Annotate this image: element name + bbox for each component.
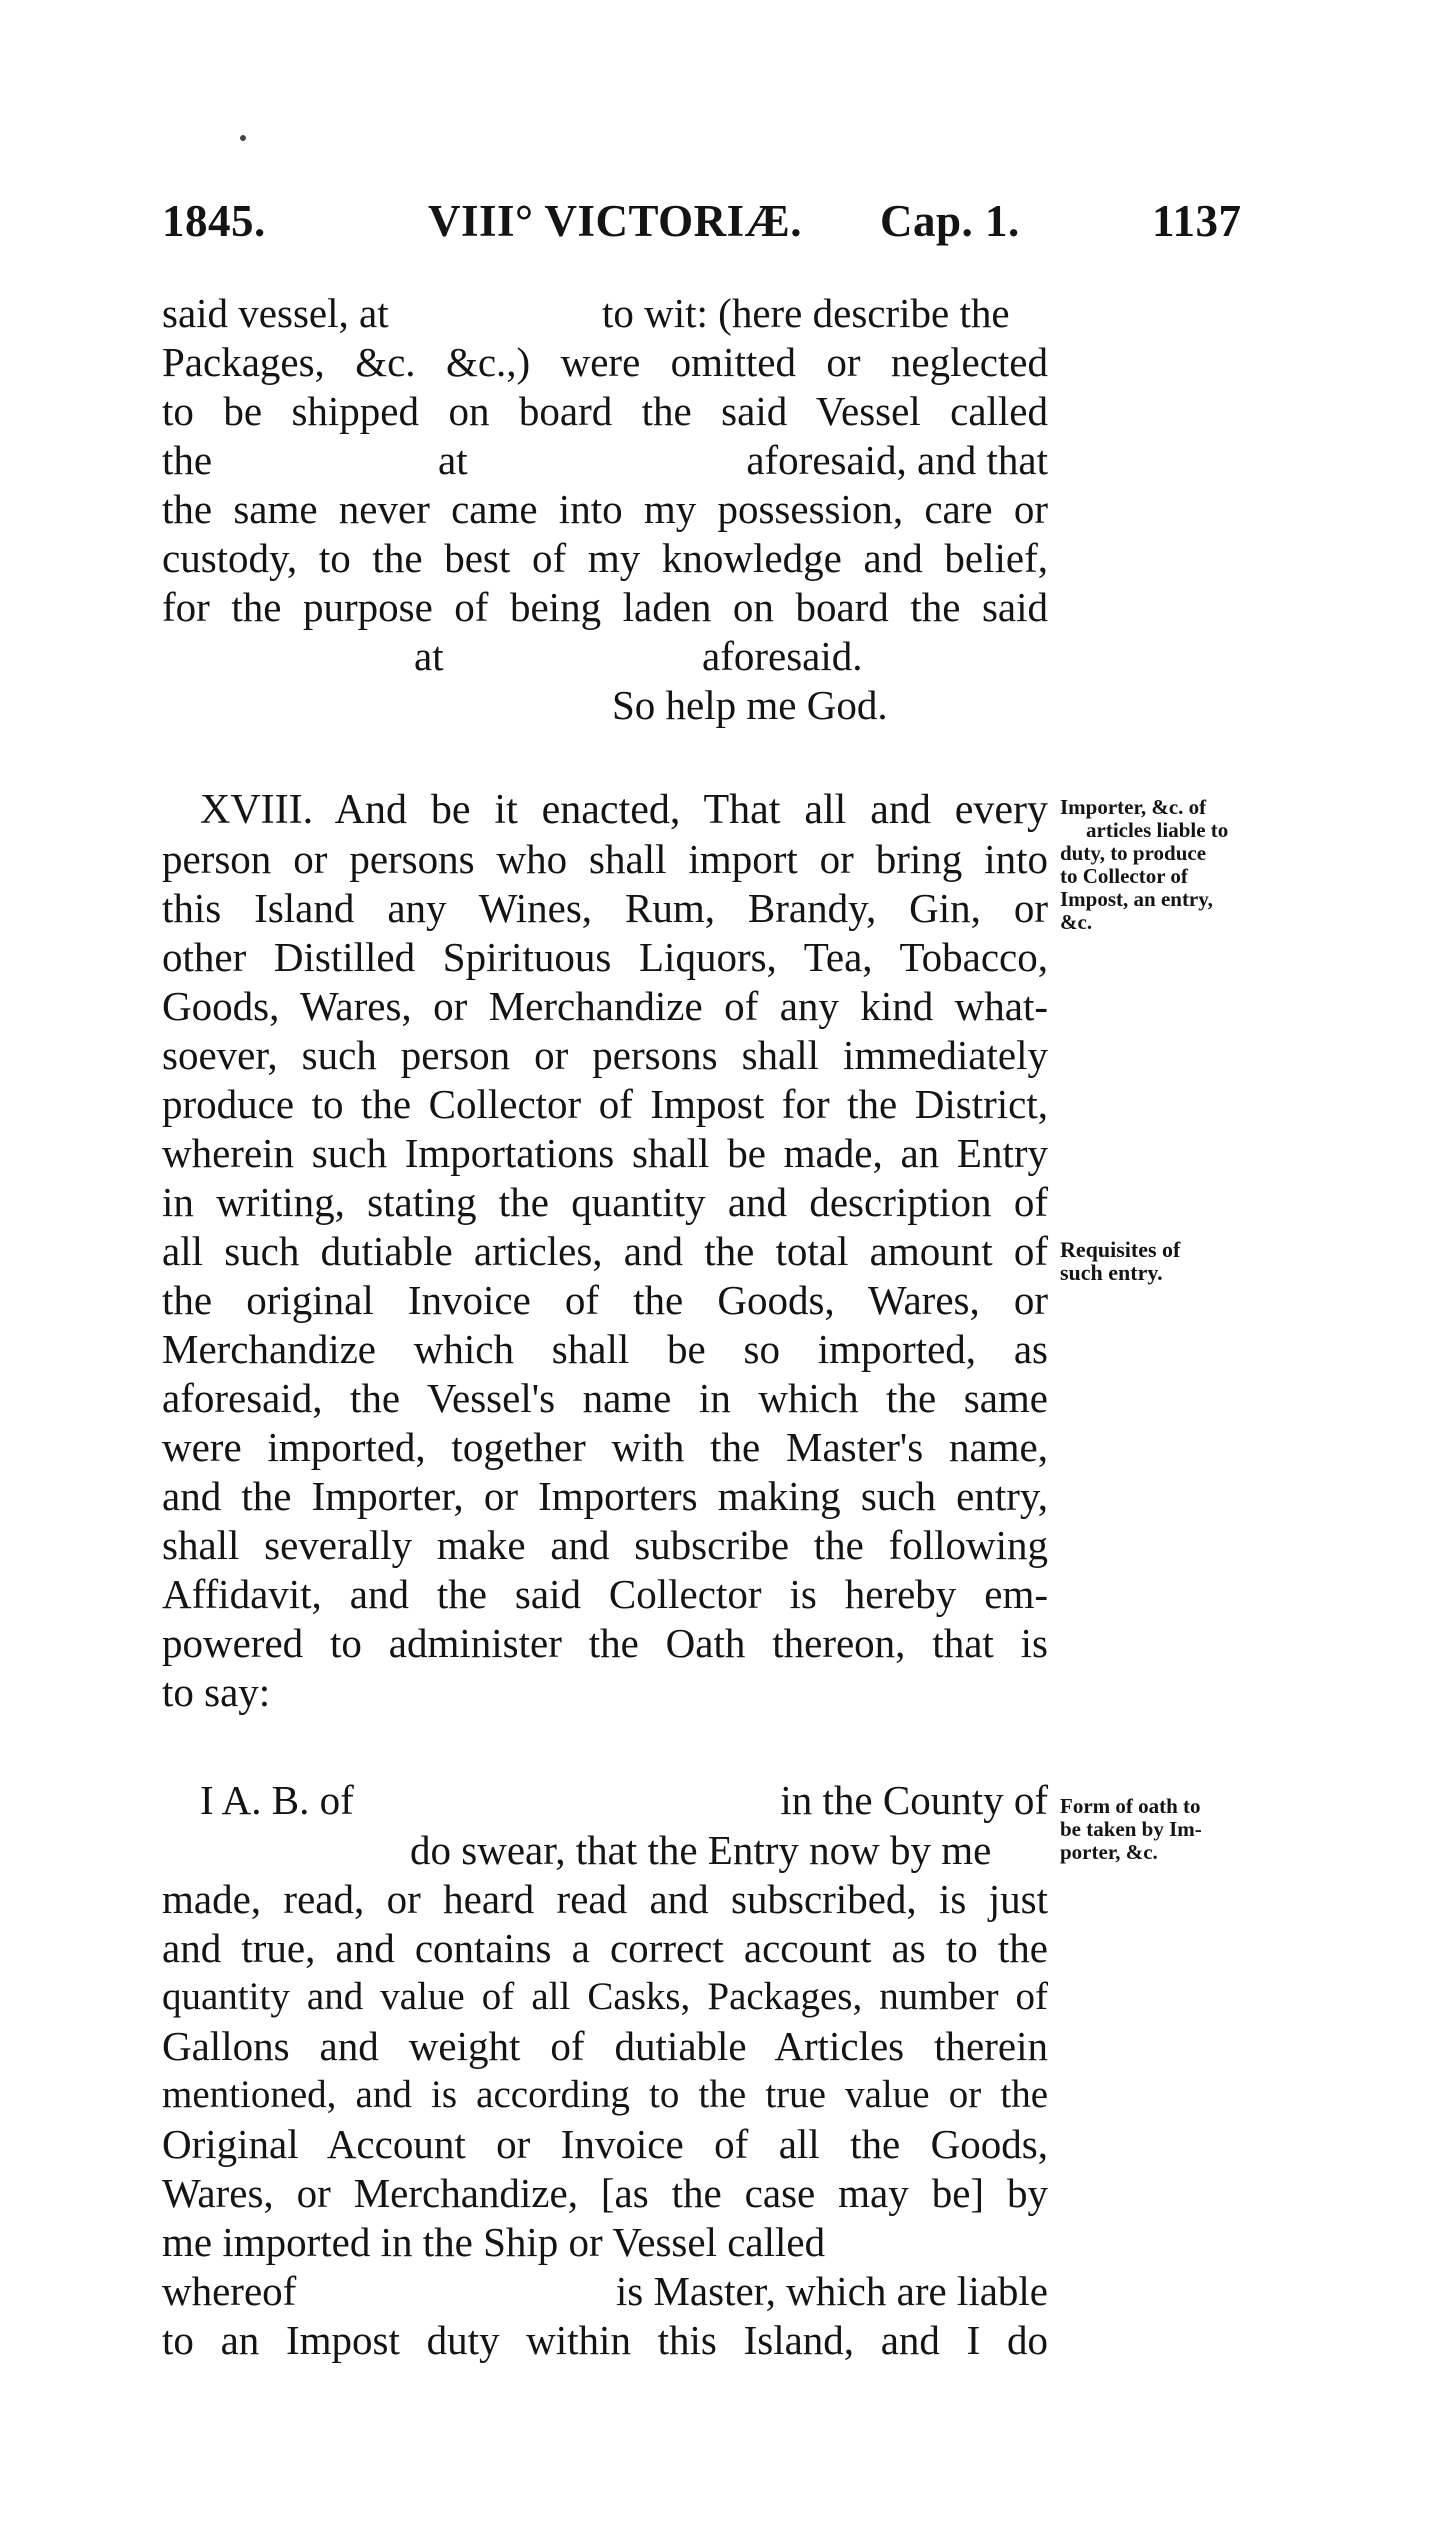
text-line: were imported, together with the Master's name,: [162, 1424, 1048, 1470]
text-line: and true, and contains a correct account as to the: [162, 1925, 1048, 1971]
text-line: the at aforesaid, and that: [162, 437, 1048, 483]
text-line: for the purpose of being laden on board the said: [162, 584, 1048, 630]
text-line: this Island any Wines, Rum, Brandy, Gin, or: [162, 885, 1048, 931]
text-line: Gallons and weight of dutiable Articles therein: [162, 2023, 1048, 2069]
margin-note-requisites: Requisites of such entry.: [1060, 1237, 1181, 1285]
text-line: mentioned, and is according to the true value or the: [162, 2073, 1048, 2116]
header-page-number: 1137: [1152, 196, 1242, 246]
text-line: at aforesaid.: [414, 633, 863, 679]
text-line: other Distilled Spirituous Liquors, Tea, Tobacco,: [162, 934, 1048, 980]
text-line: powered to administer the Oath thereon, that is: [162, 1620, 1048, 1666]
text-line: in writing, stating the quantity and description of: [162, 1179, 1048, 1225]
text-line: the original Invoice of the Goods, Wares, or: [162, 1277, 1048, 1323]
text-line: me imported in the Ship or Vessel called: [162, 2219, 826, 2265]
margin-note-importer-entry: Importer, &c. of articles liable to duty, to produce to Collector of Impost, an entry, &c.: [1060, 795, 1229, 934]
text-line: the same never came into my possession, care or: [162, 486, 1048, 532]
text-line: to an Impost duty within this Island, and I do: [162, 2317, 1048, 2363]
text-line: Packages, &c. &c.,) were omitted or neglected: [162, 339, 1048, 385]
text-line: do swear, that the Entry now by me: [410, 1827, 992, 1873]
text-line: custody, to the best of my knowledge and belief,: [162, 535, 1048, 581]
header-year: 1845.: [162, 196, 266, 246]
ink-speck: [240, 135, 246, 141]
text-line: quantity and value of all Casks, Packages, number of: [162, 1975, 1048, 2018]
text-line: shall severally make and subscribe the following: [162, 1522, 1048, 1568]
text-line: to say:: [162, 1669, 271, 1715]
text-line: said vessel, at to wit: (here describe the: [162, 290, 1010, 336]
header-title: VIII° VICTORIÆ.: [428, 196, 802, 246]
text-line: made, read, or heard read and subscribed, is just: [162, 1876, 1048, 1922]
text-line: Goods, Wares, or Merchandize of any kind what-: [162, 983, 1048, 1029]
text-line: Original Account or Invoice of all the Goods,: [162, 2121, 1048, 2167]
text-line: all such dutiable articles, and the total amount of: [162, 1228, 1048, 1274]
text-line: and the Importer, or Importers making such entry,: [162, 1473, 1048, 1519]
text-line: Wares, or Merchandize, [as the case may be] by: [162, 2170, 1048, 2216]
text-line: aforesaid, the Vessel's name in which the same: [162, 1375, 1048, 1421]
section-heading-line: XVIII. And be it enacted, That all and every: [200, 787, 1048, 833]
text-line: whereof is Master, which are liable: [162, 2268, 1048, 2314]
text-line: to be shipped on board the said Vessel called: [162, 388, 1048, 434]
closing-formula: So help me God.: [612, 682, 888, 728]
header-chapter: Cap. 1.: [880, 196, 1020, 246]
text-line: wherein such Importations shall be made, an Entry: [162, 1130, 1048, 1176]
text-line: I A. B. of in the County of: [200, 1777, 1048, 1823]
text-line: produce to the Collector of Impost for the District,: [162, 1081, 1048, 1127]
text-line: person or persons who shall import or bring into: [162, 836, 1048, 882]
text-line: soever, such person or persons shall immediately: [162, 1032, 1048, 1078]
margin-note-form-of-oath: Form of oath to be taken by Im- porter, &c.: [1060, 1794, 1202, 1864]
text-line: Affidavit, and the said Collector is hereby em-: [162, 1571, 1048, 1617]
text-line: Merchandize which shall be so imported, as: [162, 1326, 1048, 1372]
